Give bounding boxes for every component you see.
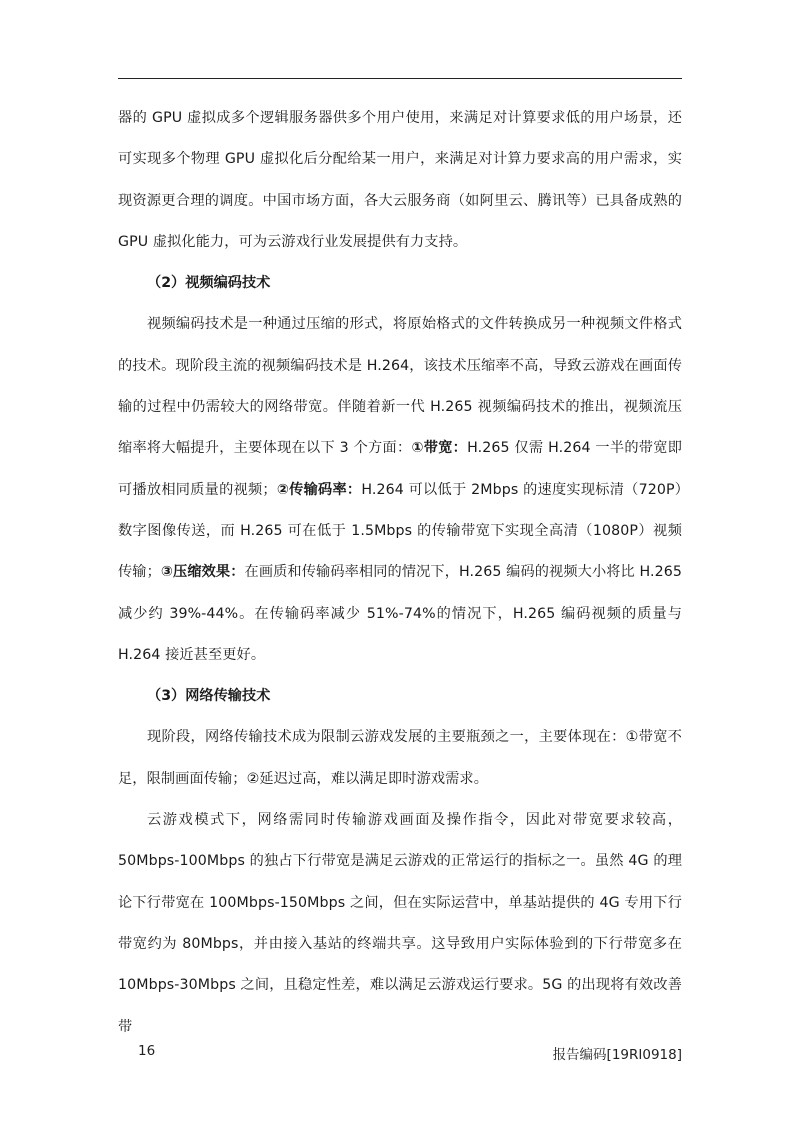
item-bandwidth-text: H.265 仅需 H.264 一半的带宽即可播放相同质量的视频；	[118, 440, 682, 498]
item-compression-text: 在画质和传输码率相同的情况下，H.265 编码的视频大小将比 H.265 减少约 39%-44%。在传输码率减少 51%-74%的情况下，H.265 编码视频的质量与 H.264 接近甚至更好。	[118, 564, 682, 663]
item-bitrate-text: H.264 可以低于 2Mbps 的速度实现标清（720P）数字图像传送，而 H.265 可在低于 1.5Mbps 的传输带宽下实现全高清（1080P）视频传输；	[118, 481, 682, 581]
continuation-paragraph: 器的 GPU 虚拟成多个逻辑服务器供多个用户使用，来满足对计算要求低的用户场景，还可实现多个物理 GPU 虚拟化后分配给某一用户，来满足对计算力要求高的用户需求，实现资源更合理的调度。中国市场方面，各大云服务商（如阿里云、腾讯等）已具备成熟的 GPU 虚拟化能力，可为云游戏行业发展提供有力支持。	[118, 110, 682, 250]
video-coding-paragraph	[118, 304, 682, 676]
video-coding-intro: 视频编码技术是一种通过压缩的形式，将原始格式的文件转换成另一种视频文件格式的技术。现阶段主流的视频编码技术是 H.264，该技术压缩率不高，导致云游戏在画面传输的过程中仍需较大的网络带宽。伴随着新一代 H.265 视频编码技术的推出，视频流压缩率将大幅提升，主要体现在以下 3 个方面：	[118, 316, 682, 457]
section-heading-video-coding: （2）视频编码技术	[147, 275, 271, 292]
network-paragraph-2: 云游戏模式下，网络需同时传输游戏画面及操作指令，因此对带宽要求较高，50Mbps-100Mbps 的独占下行带宽是满足云游戏的正常运行的指标之一。虽然 4G 的理论下行带宽在 100Mbps-150Mbps 之间，但在实际运营中，单基站提供的 4G 专用下行带宽约为 80Mbps，并由接入基站的终端共享。这导致用户实际体验到的下行带宽多在 10Mbps-30Mbps 之间，且稳定性差，难以满足云游戏运行要求。5G 的出现将有效改善带	[118, 812, 682, 1035]
item-compression-label: ③压缩效果：	[160, 564, 245, 581]
report-code: 报告编码[19RI0918]	[552, 1047, 682, 1063]
document-body	[118, 98, 682, 1048]
network-paragraph-1: 现阶段，网络传输技术成为限制云游戏发展的主要瓶颈之一，主要体现在：①带宽不足，限制画面传输；②延迟过高，难以满足即时游戏需求。	[118, 729, 682, 787]
section-heading-network: （3）网络传输技术	[147, 688, 271, 705]
item-bandwidth-label: ①带宽：	[411, 440, 468, 457]
header-rule	[118, 78, 682, 79]
item-bitrate-label: ②传输码率：	[276, 481, 362, 498]
page-number: 16	[138, 1043, 156, 1059]
